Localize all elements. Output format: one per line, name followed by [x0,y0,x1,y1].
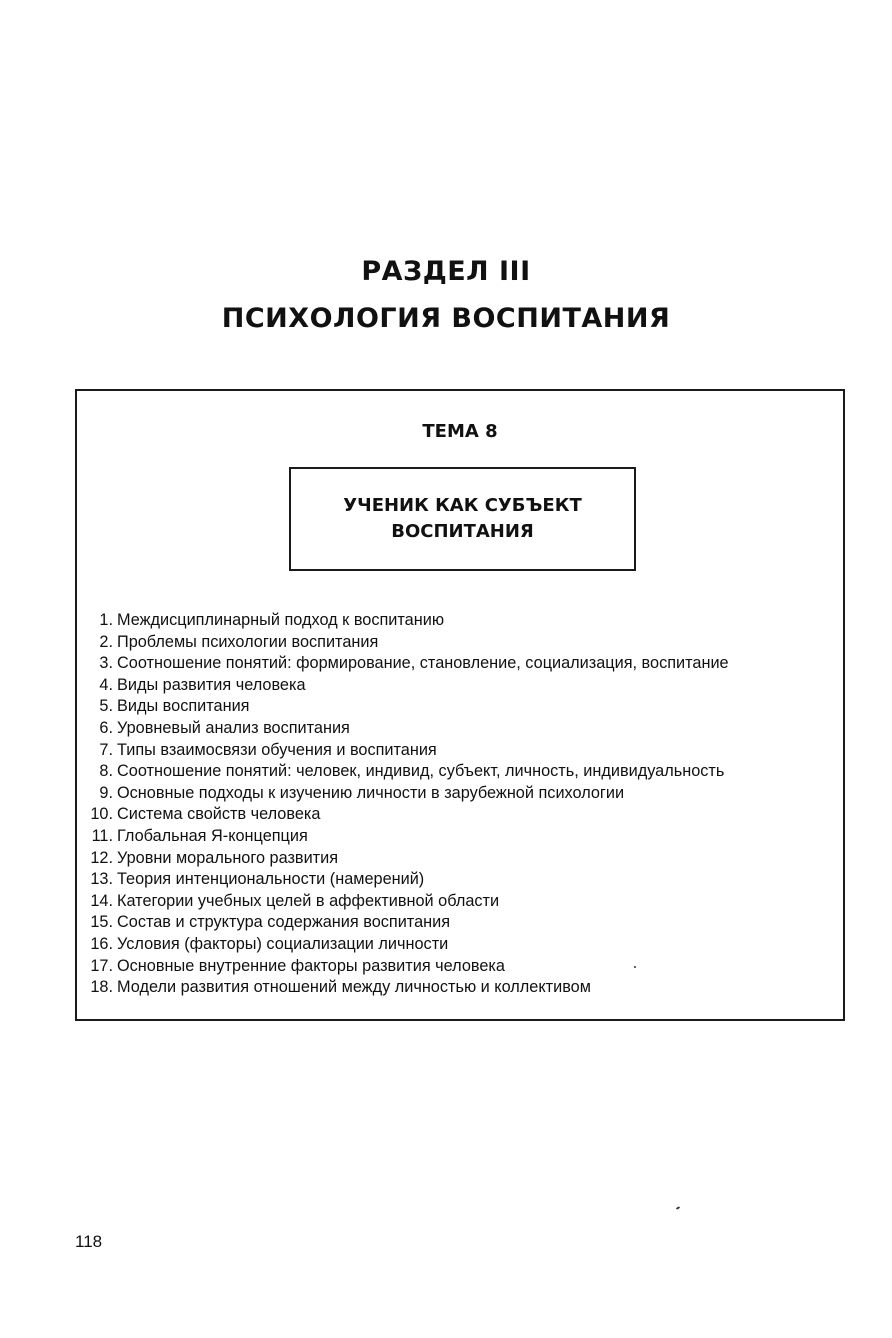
topic-item-text: Теория интенциональности (намерений) [117,870,425,889]
topic-item-number: 6. [99,718,113,737]
topic-item-number: 17. [90,956,113,975]
topic-item-number: 5. [99,697,113,716]
topic-list-item [83,653,729,675]
topic-item-text: Глобальная Я-концепция [117,826,308,845]
topic-item-text: Соотношение понятий: формирование, становление, социализация, воспитание [117,654,729,673]
topic-list-item [83,718,729,740]
topic-title-box [289,467,636,571]
topic-item-number: 12. [90,848,113,867]
topic-item-text: Условия (факторы) социализации личности [117,934,449,953]
page-number: 118 [75,1232,103,1251]
section-title: ПСИХОЛОГИЯ ВОСПИТАНИЯ [221,303,671,334]
topic-list-item [83,783,729,805]
topic-item-text: Категории учебных целей в аффективной области [117,891,500,910]
topic-list-item [83,804,729,826]
topic-item-text: Состав и структура содержания воспитания [117,913,451,932]
topic-item-number: 2. [99,632,113,651]
topic-list-item [83,956,729,978]
topic-item-text: Соотношение понятий: человек, индивид, субъект, личность, индивидуальность [117,762,725,781]
topic-title: УЧЕНИК КАК СУБЪЕКТ ВОСПИТАНИЯ [343,495,582,542]
topic-item-number: 9. [99,783,113,802]
topics-list [83,610,729,999]
topic-item-number: 8. [99,762,113,781]
topic-item-text: Междисциплинарный подход к воспитанию [117,611,445,629]
topic-frame [75,389,845,1021]
topic-item-number: 10. [90,805,113,824]
topic-item-text: Типы взаимосвязи обучения и воспитания [117,740,437,759]
topic-list-item [83,761,729,783]
topic-item-text: Уровни морального развития [117,848,339,867]
topic-list-item [83,632,729,654]
topic-list-item [83,740,729,762]
topic-list-item [83,891,729,913]
topic-list-item [83,696,729,718]
topic-item-text: Проблемы психологии воспитания [117,632,379,651]
topic-list-item [83,977,729,999]
topic-item-number: 3. [99,654,113,673]
topic-list-item [83,934,729,956]
topic-list-item [83,675,729,697]
topic-item-number: 11. [91,826,113,845]
topic-item-text: Уровневый анализ воспитания [117,718,350,737]
topic-item-number: 13. [90,870,113,889]
topic-item-number: 15. [90,913,113,932]
topic-item-number: 1. [99,611,113,629]
topic-item-number: 18. [90,978,113,997]
topic-list-item [83,912,729,934]
topic-item-text: Основные внутренние факторы развития человека [117,956,505,975]
topic-item-text: Виды развития человека [117,675,306,694]
topic-item-text: Модели развития отношений между личностью и коллективом [117,978,591,997]
topic-list-item [83,826,729,848]
topic-item-text: Система свойств человека [117,805,321,824]
topic-item-number: 4. [99,675,113,694]
topic-item-number: 7. [99,740,113,759]
topic-list-item [83,610,729,632]
topic-item-text: Виды воспитания [117,697,250,716]
scan-speck [676,1206,680,1210]
section-label: РАЗДЕЛ III [361,256,531,287]
scan-speck [634,966,636,968]
topic-list-item [83,869,729,891]
topic-item-text: Основные подходы к изучению личности в зарубежной психологии [117,783,625,802]
topic-item-number: 14. [90,891,113,910]
topic-label: ТЕМА 8 [422,421,498,442]
topic-item-number: 16. [90,934,113,953]
topic-list-item [83,848,729,870]
